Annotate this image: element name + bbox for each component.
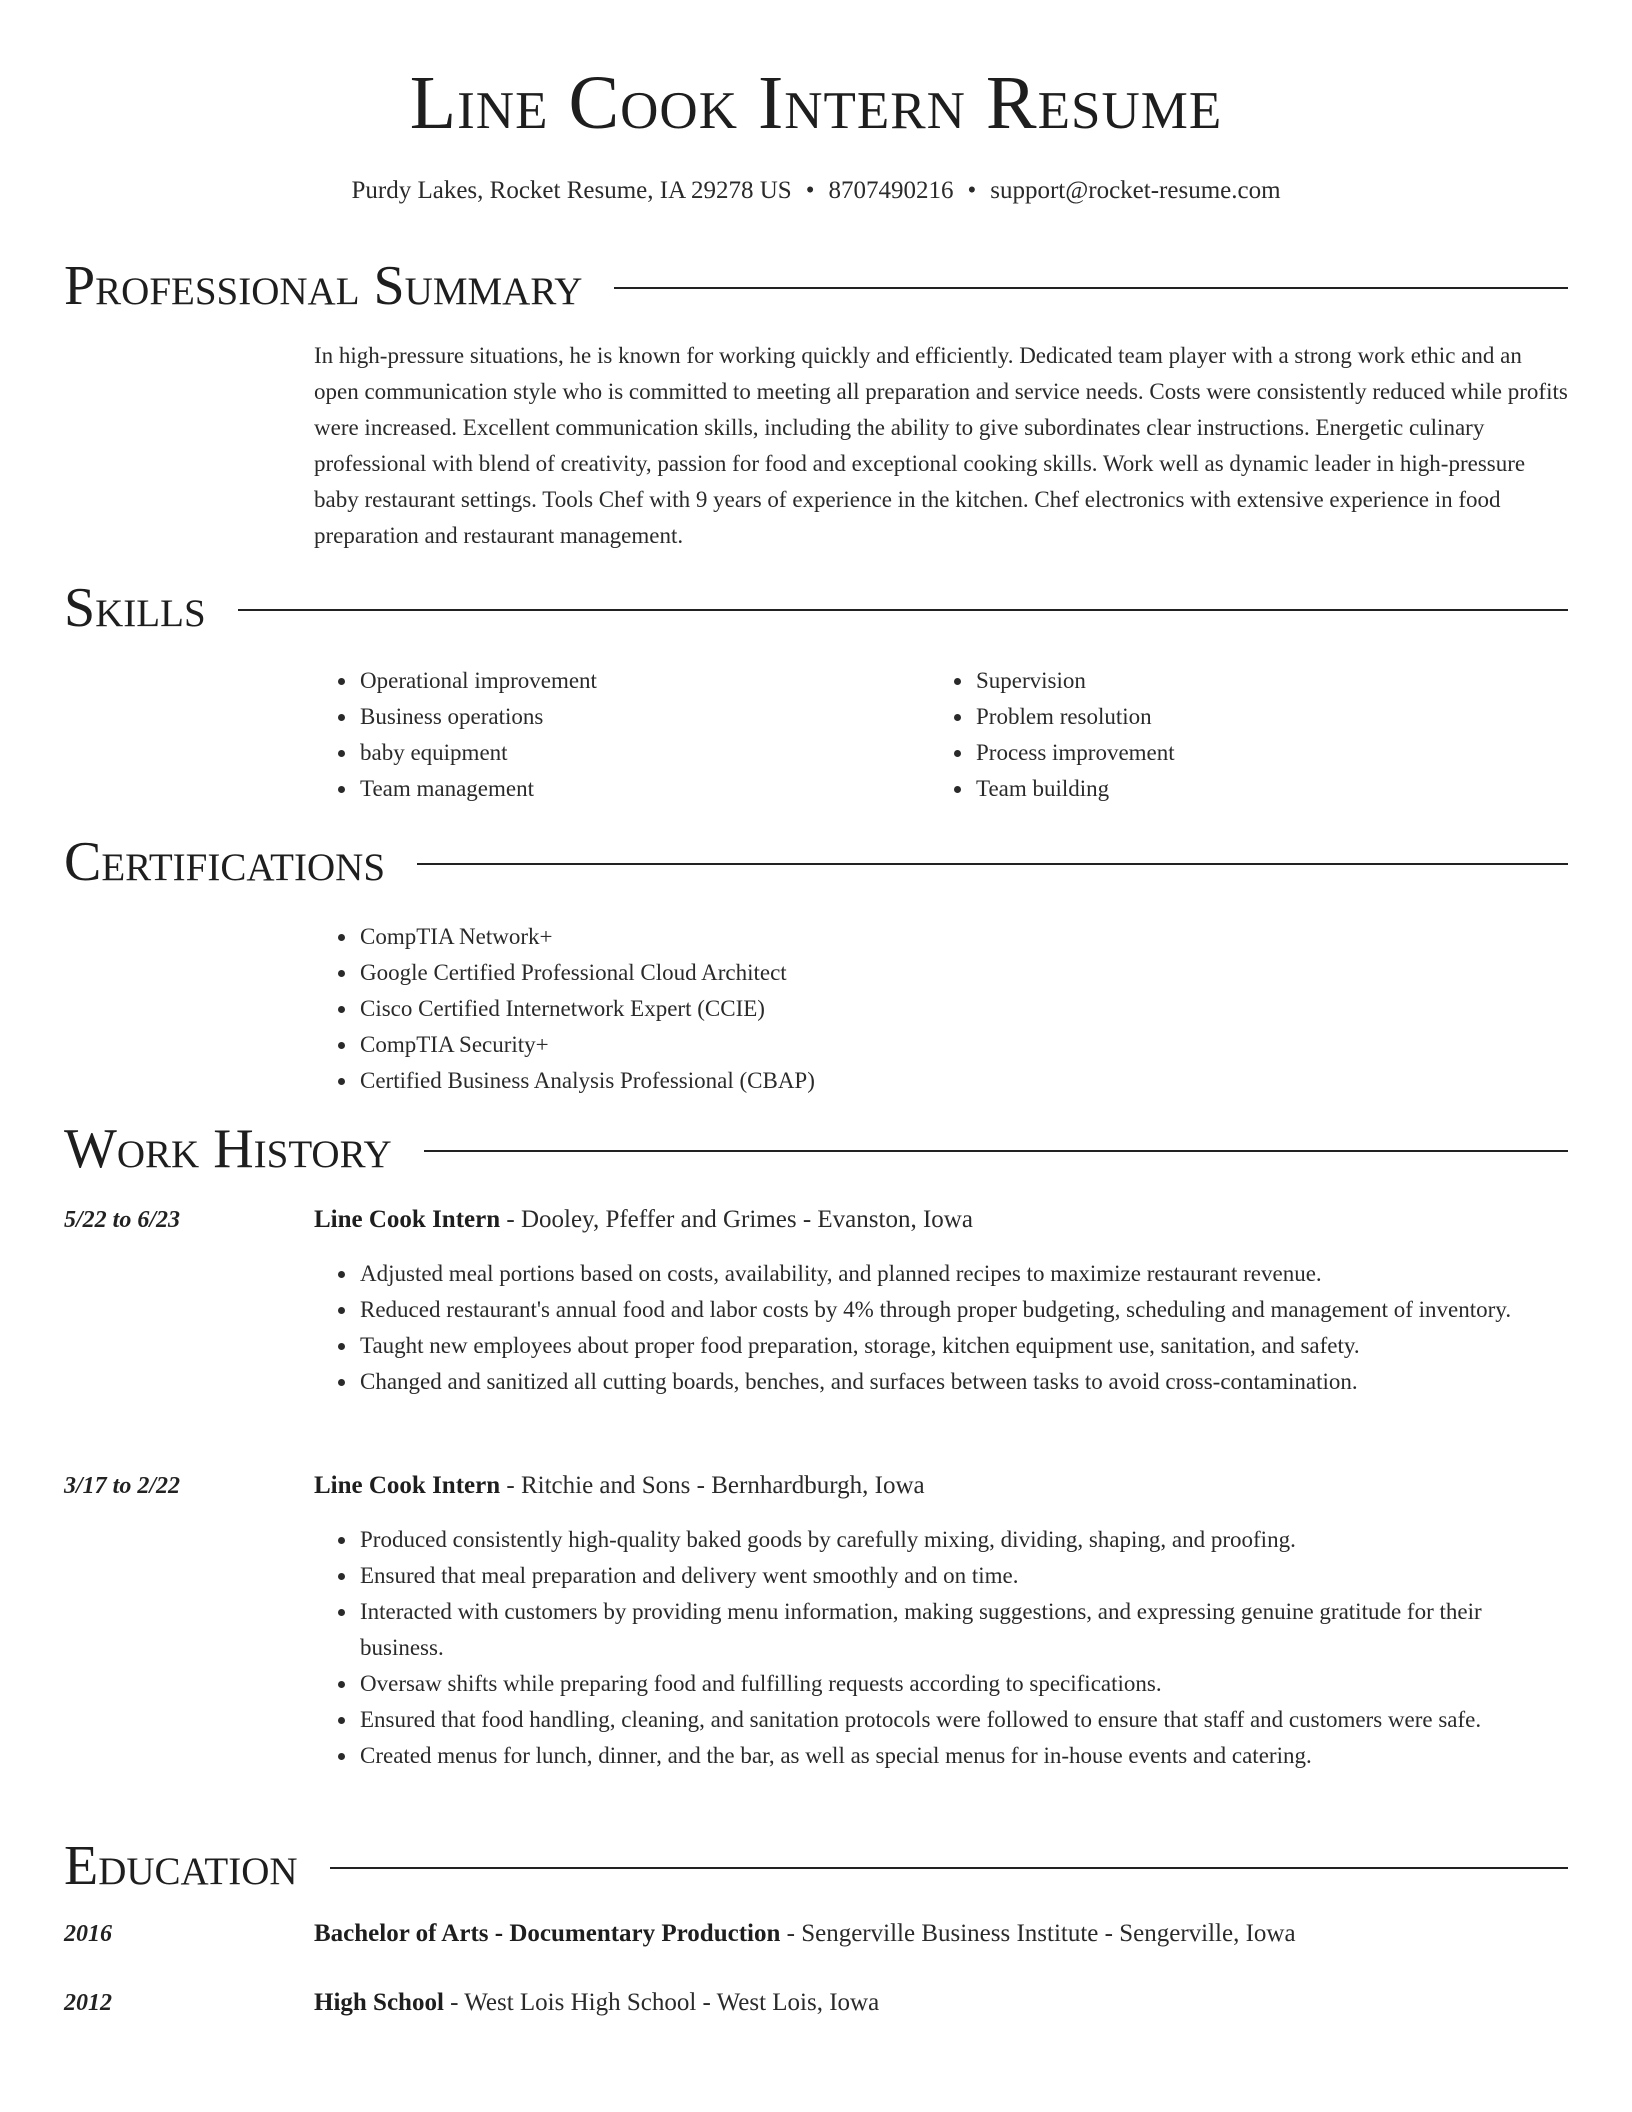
certification-item: • Cisco Certified Internetwork Expert (CCIE)	[358, 991, 1570, 1027]
section-rule	[330, 1867, 1568, 1869]
job-dates: 3/17 to 2/22	[64, 1473, 181, 1499]
education-degree: Bachelor of Arts - Documentary Production	[314, 1920, 781, 1947]
job-dates: 5/22 to 6/23	[64, 1207, 181, 1233]
skill-item: • Business operations	[358, 699, 930, 735]
education-year: 2012	[64, 1990, 112, 2016]
job-heading	[314, 1468, 1570, 1504]
job-bullets	[314, 1256, 1570, 1400]
section-title: Work History	[64, 1118, 392, 1180]
section-rule	[424, 1150, 1568, 1152]
section-work-heading	[64, 1119, 1568, 1179]
section-rule	[614, 287, 1568, 289]
job-bullet: • Reduced restaurant's annual food and labor costs by 4% through proper budgeting, scheduling and management of inventory.	[358, 1292, 1570, 1328]
section-rule	[238, 609, 1568, 611]
summary-text: In high-pressure situations, he is known for working quickly and efficiently. Dedicated team player with a strong work ethic and an open communication style who is committed to meeting all preparation and service needs. Costs were consistently reduced while profits were increased. Excellent communication skills, including the ability to give subordinates clear instructions. Energetic culinary professional with blend of creativity, passion for food and exceptional cooking skills. Work well as dynamic leader in high-pressure baby restaurant settings. Tools Chef with 9 years of experience in the kitchen. Chef electronics with extensive experience in food preparation and restaurant management.	[314, 343, 1568, 548]
address: Purdy Lakes, Rocket Resume, IA 29278 US	[351, 177, 792, 204]
job-bullet: • Ensured that food handling, cleaning, and sanitation protocols were followed to ensure that staff and customers were safe.	[358, 1702, 1570, 1738]
job-bullet: • Interacted with customers by providing menu information, making suggestions, and expressing genuine gratitude for their business.	[358, 1594, 1570, 1666]
section-title: Certifications	[64, 831, 386, 893]
certification-item: • Google Certified Professional Cloud Architect	[358, 955, 1570, 991]
page-title: Line Cook Intern Resume	[409, 61, 1223, 145]
education-details: - West Lois High School - West Lois, Iowa	[443, 1989, 880, 2016]
job-bullets	[314, 1522, 1570, 1774]
job-bullet: • Adjusted meal portions based on costs, availability, and planned recipes to maximize restaurant revenue.	[358, 1256, 1570, 1292]
skill-item: • Process improvement	[974, 735, 1546, 771]
education-entry	[314, 1916, 1570, 1952]
section-certifications-heading	[64, 832, 1568, 892]
phone: 8707490216	[828, 177, 954, 204]
education-details: - Sengerville Business Institute - Sengerville, Iowa	[780, 1920, 1296, 1947]
education-year: 2016	[64, 1921, 112, 1947]
job-bullet: • Oversaw shifts while preparing food and fulfilling requests according to specifications.	[358, 1666, 1570, 1702]
skills-right-column	[930, 663, 1546, 807]
email: support@rocket-resume.com	[990, 177, 1281, 204]
skill-item: • Supervision	[974, 663, 1546, 699]
job-details: - Ritchie and Sons - Bernhardburgh, Iowa	[500, 1472, 925, 1499]
skill-item: • Problem resolution	[974, 699, 1546, 735]
section-title: Education	[64, 1835, 298, 1897]
education-degree: High School	[314, 1989, 444, 2016]
section-skills-heading	[64, 578, 1568, 638]
job-title: Line Cook Intern	[314, 1206, 501, 1233]
job-details: - Dooley, Pfeffer and Grimes - Evanston, Iowa	[500, 1206, 973, 1233]
section-rule	[417, 863, 1568, 865]
job-heading	[314, 1202, 1570, 1238]
section-title: Skills	[64, 577, 206, 639]
skill-item: • Team management	[358, 771, 930, 807]
section-title: Professional Summary	[64, 255, 583, 317]
separator: •	[805, 177, 815, 204]
education-entry	[314, 1985, 1570, 2021]
job-bullet: • Taught new employees about proper food preparation, storage, kitchen equipment use, sanitation, and safety.	[358, 1328, 1570, 1364]
job-bullet: • Created menus for lunch, dinner, and the bar, as well as special menus for in-house events and catering.	[358, 1738, 1570, 1774]
certification-item: • CompTIA Security+	[358, 1027, 1570, 1063]
separator: •	[967, 177, 977, 204]
job-bullet: • Changed and sanitized all cutting boards, benches, and surfaces between tasks to avoid cross-contamination.	[358, 1364, 1570, 1400]
certification-item: • CompTIA Network+	[358, 919, 1570, 955]
skill-item: • Team building	[974, 771, 1546, 807]
skill-item: • Operational improvement	[358, 663, 930, 699]
job-title: Line Cook Intern	[314, 1472, 501, 1499]
section-summary-heading	[64, 256, 1568, 316]
certifications-list	[314, 919, 1570, 1099]
certification-item: • Certified Business Analysis Professional (CBAP)	[358, 1063, 1570, 1099]
job-bullet: • Ensured that meal preparation and delivery went smoothly and on time.	[358, 1558, 1570, 1594]
skills-left-column	[314, 663, 930, 807]
contact-line	[0, 174, 1632, 208]
job-bullet: • Produced consistently high-quality baked goods by carefully mixing, dividing, shaping, and proofing.	[358, 1522, 1570, 1558]
section-education-heading	[64, 1836, 1568, 1896]
skill-item: • baby equipment	[358, 735, 930, 771]
